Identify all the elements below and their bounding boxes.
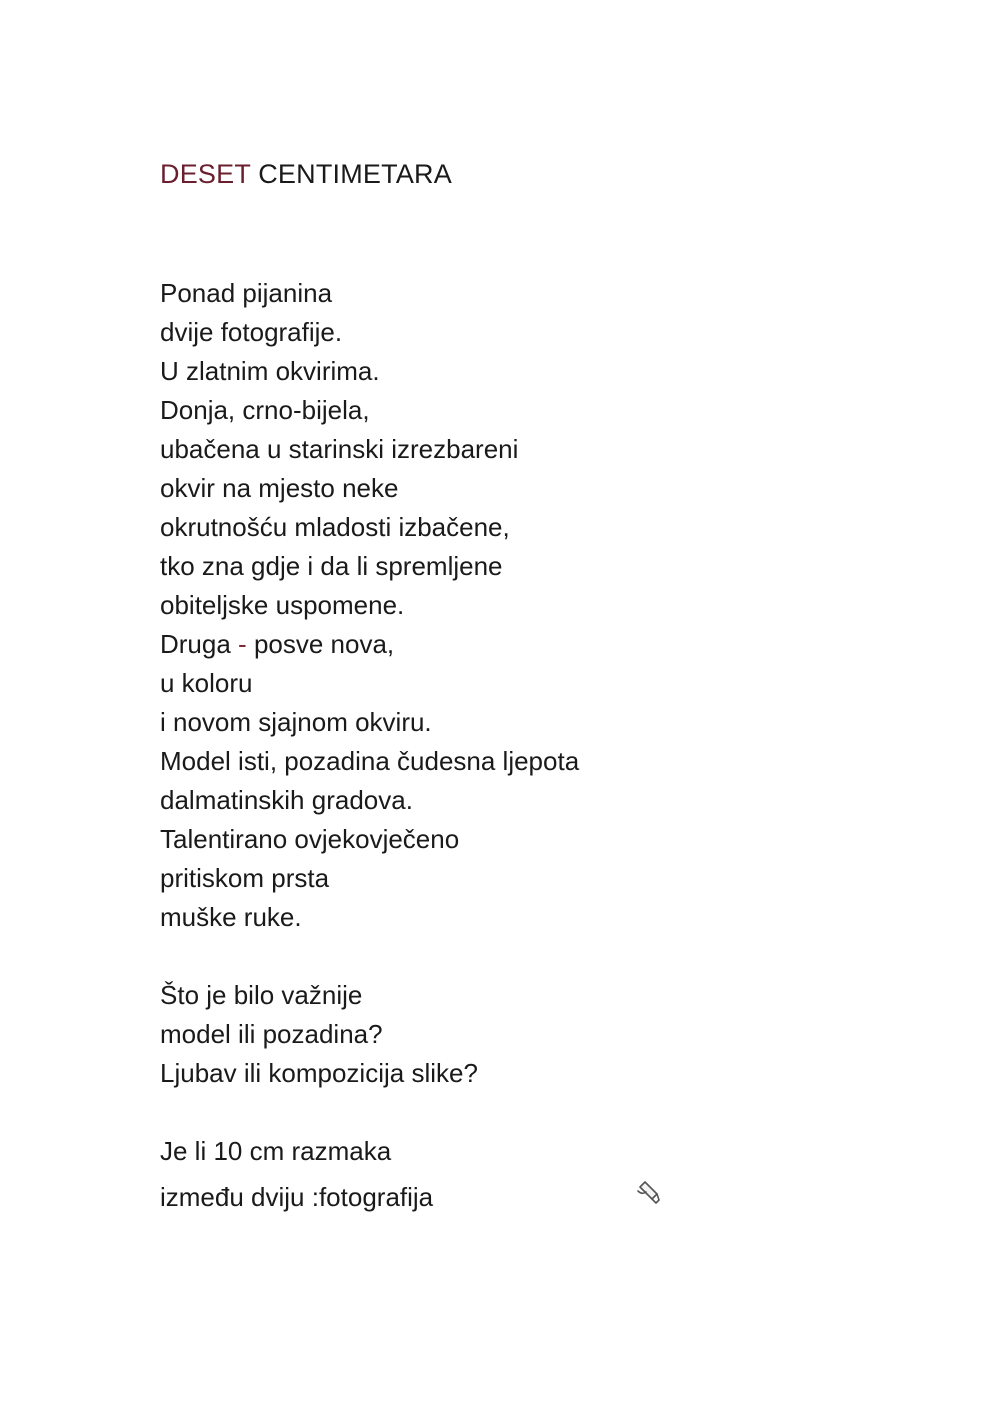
poem-line: Talentirano ovjekovječeno — [160, 824, 460, 854]
poem-line: Model isti, pozadina čudesna ljepota — [160, 746, 580, 776]
stanza-gap — [160, 938, 579, 977]
poem-line: i novom sjajnom okviru. — [160, 707, 432, 737]
poem-line: tko zna gdje i da li spremljene — [160, 551, 503, 581]
poem-line — [160, 626, 579, 665]
poem-line: ubačena u starinski izrezbareni — [160, 434, 519, 464]
poem-line: muške ruke. — [160, 902, 302, 932]
poem-line: Ponad pijanina — [160, 278, 333, 308]
poem-line: Ljubav ili kompozicija slike? — [160, 1058, 478, 1088]
title-rest: CENTIMETARA — [258, 159, 452, 189]
poem-line: obiteljske uspomene. — [160, 590, 405, 620]
poem-line: pritiskom prsta — [160, 863, 330, 893]
poem-line: okrutnošću mladosti izbačene, — [160, 512, 510, 542]
poem-line: Što je bilo važnije — [160, 980, 363, 1010]
poem-line: Donja, crno-bijela, — [160, 395, 370, 425]
poem-line: U zlatnim okvirima. — [160, 356, 380, 386]
poem-title — [160, 157, 452, 191]
poem-line: Je li 10 cm razmaka — [160, 1136, 392, 1166]
poem-line: između dviju :fotografija — [160, 1182, 434, 1212]
stanza-gap — [160, 1094, 579, 1133]
dash-mark: - — [238, 629, 247, 659]
title-accent-word: DESET — [160, 159, 251, 189]
poem-line: dvije fotografije. — [160, 317, 343, 347]
poem-line-part: Druga — [160, 629, 239, 659]
poem-line: model ili pozadina? — [160, 1019, 383, 1049]
pen-cursor-icon — [634, 1178, 662, 1206]
poem-body — [160, 275, 579, 1217]
poem-line: okvir na mjesto neke — [160, 473, 399, 503]
poem-line: dalmatinskih gradova. — [160, 785, 413, 815]
poem-line: u koloru — [160, 668, 253, 698]
poem-line-part: posve nova, — [246, 629, 395, 659]
